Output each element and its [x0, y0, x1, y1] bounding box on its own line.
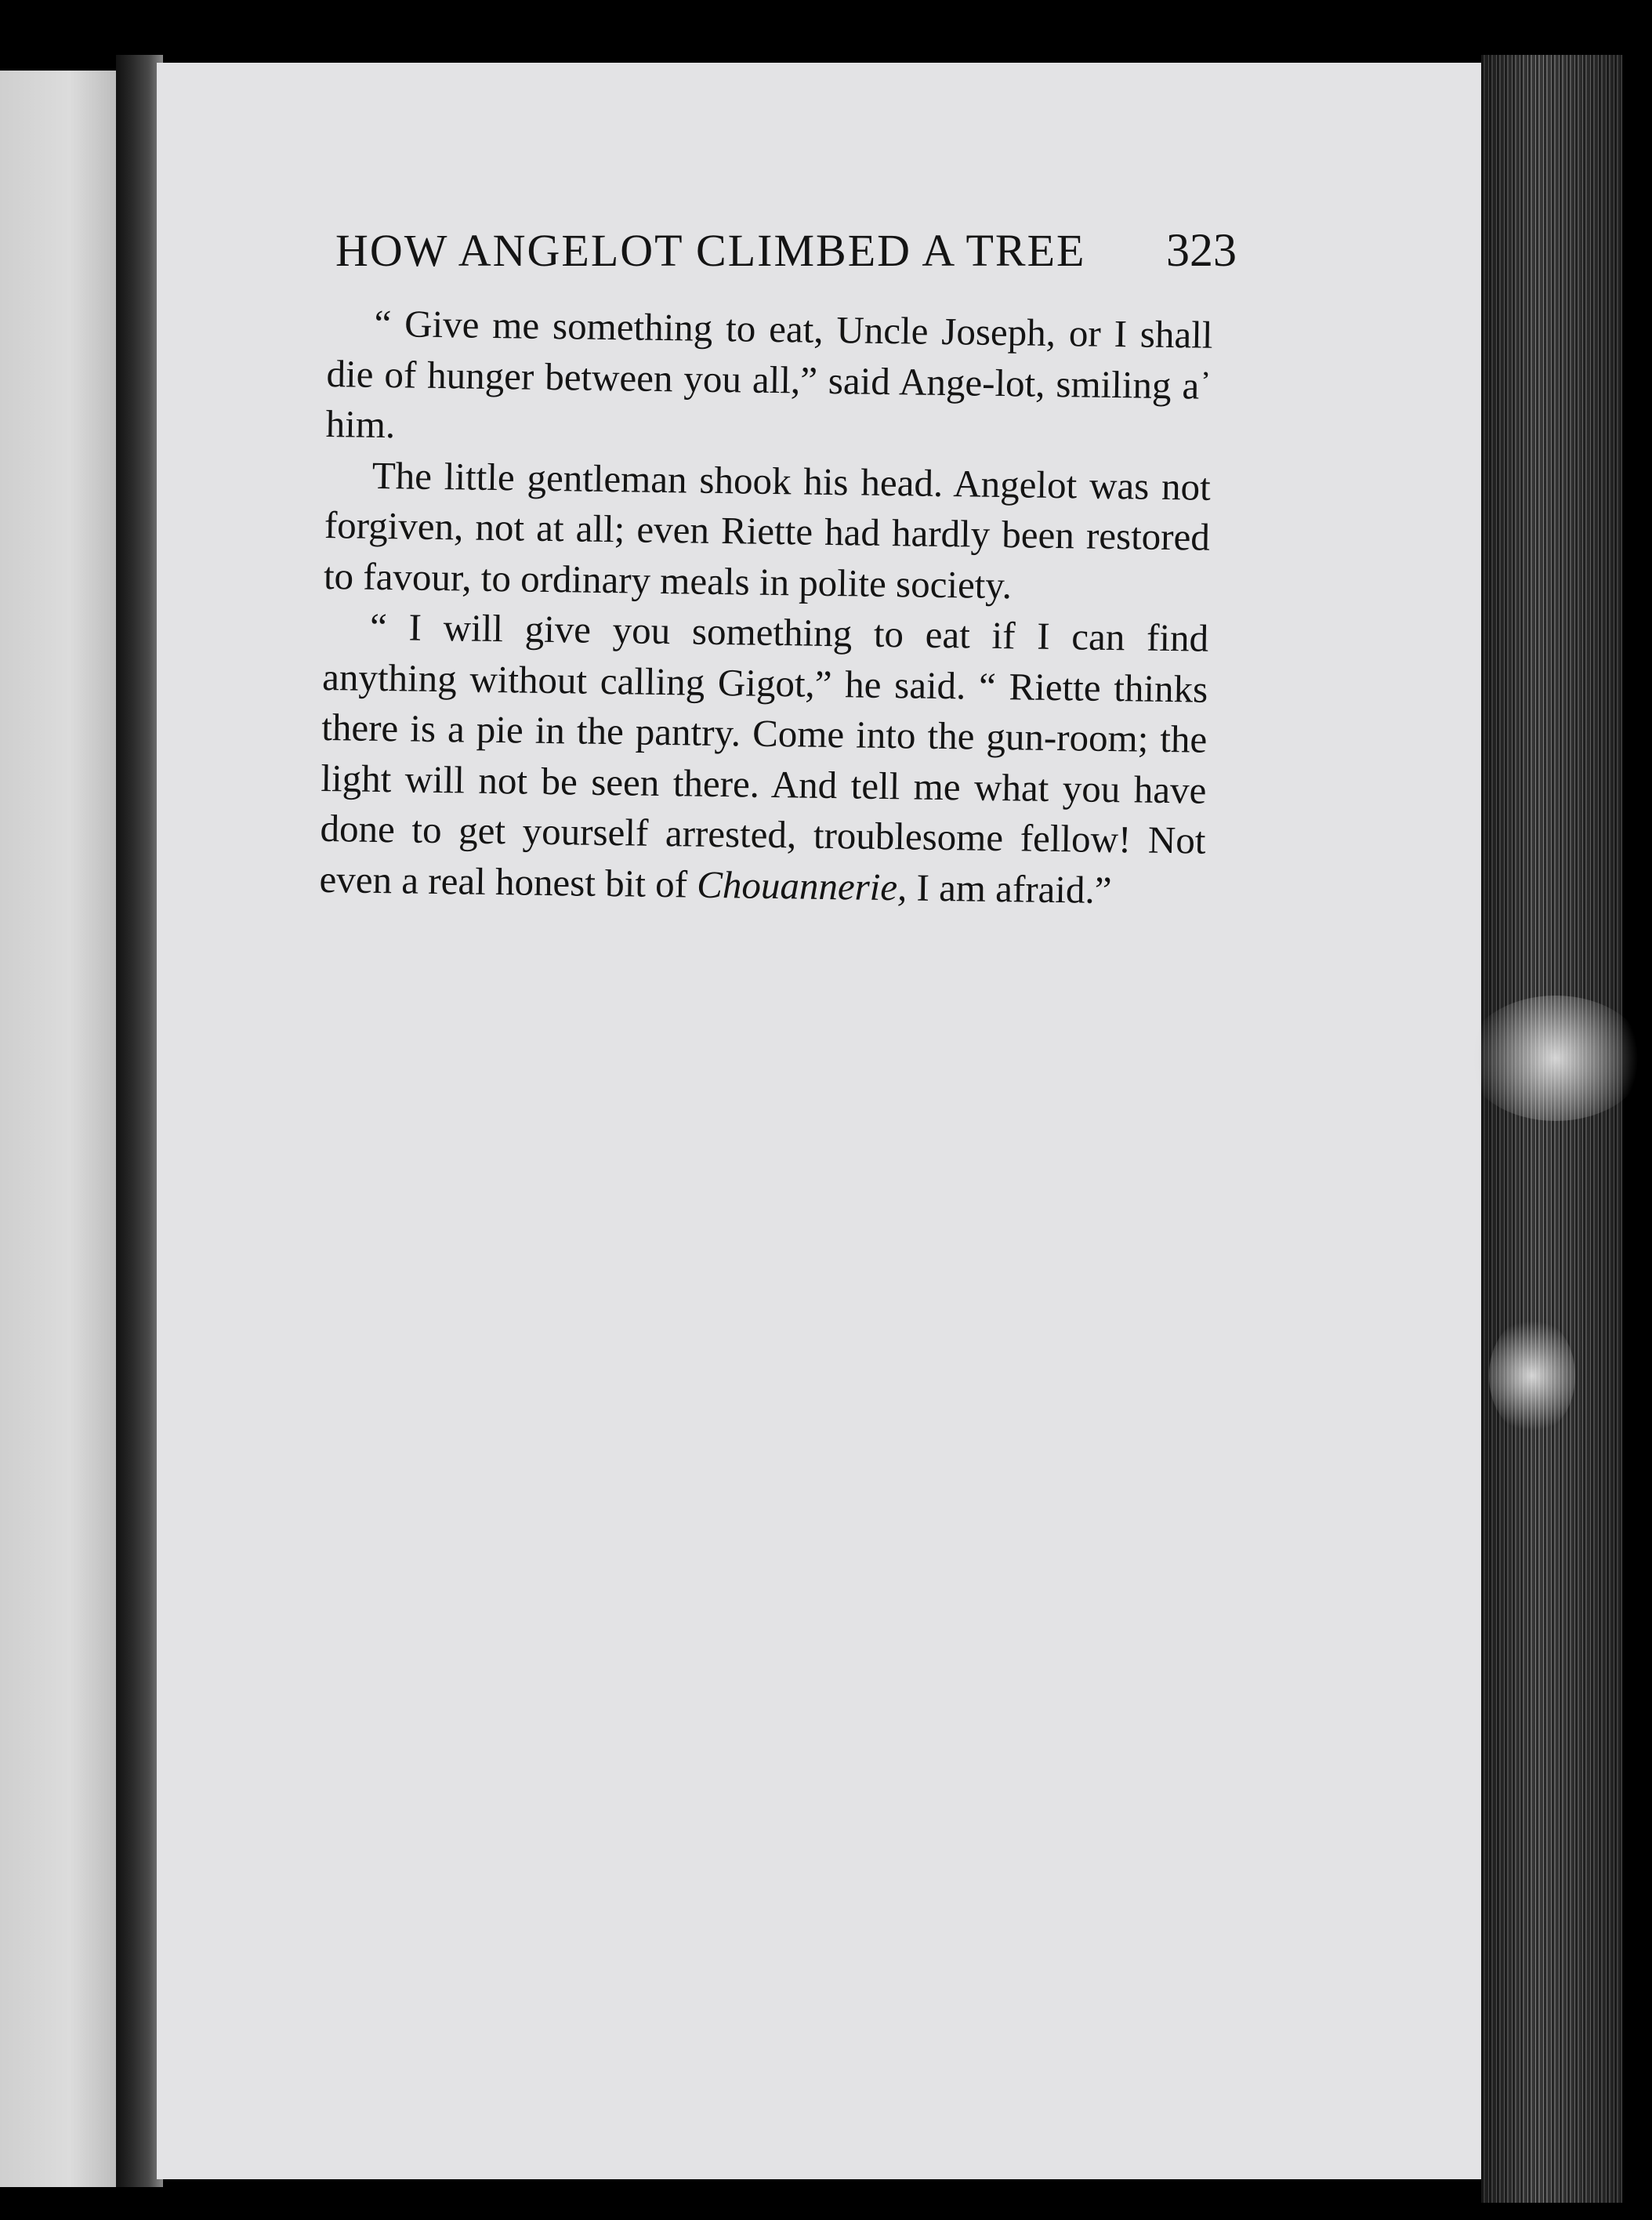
- page-header: [335, 223, 1237, 278]
- body-text: [319, 298, 1213, 917]
- paragraph-text: I am afraid.”: [906, 865, 1112, 912]
- book-gutter: [116, 55, 163, 2187]
- running-head: HOW ANGELOT CLIMBED A TREE: [335, 225, 1086, 276]
- edge-stain: [1465, 996, 1646, 1121]
- italic-word: Chouannerie,: [696, 862, 908, 909]
- page-number: 323: [1166, 224, 1237, 276]
- paragraph: The little gentleman shook his head. Angelot was not forgiven, not at all; even Riette had hardly been restored to favour, to ordinary meals in polite society.: [323, 453, 1212, 607]
- facing-page-edge: [0, 71, 116, 2187]
- paragraph: [319, 601, 1208, 917]
- paragraph: “ Give me something to eat, Uncle Joseph, or I shall die of hunger between you all,” said Ange-lot, smiling a᾿ him.: [325, 301, 1213, 447]
- paragraph-text: “ I will give you something to eat if I can find anything without calling Gigot,” he said. “ Riette thinks there is a pie in the pantry. Come into the gun-room; the light will not be seen there. And tell me what you have done to get yourself arrested, troublesome fellow! Not even a real honest bit of: [319, 604, 1209, 906]
- page-edges: [1481, 55, 1622, 2203]
- edge-stain: [1489, 1317, 1575, 1435]
